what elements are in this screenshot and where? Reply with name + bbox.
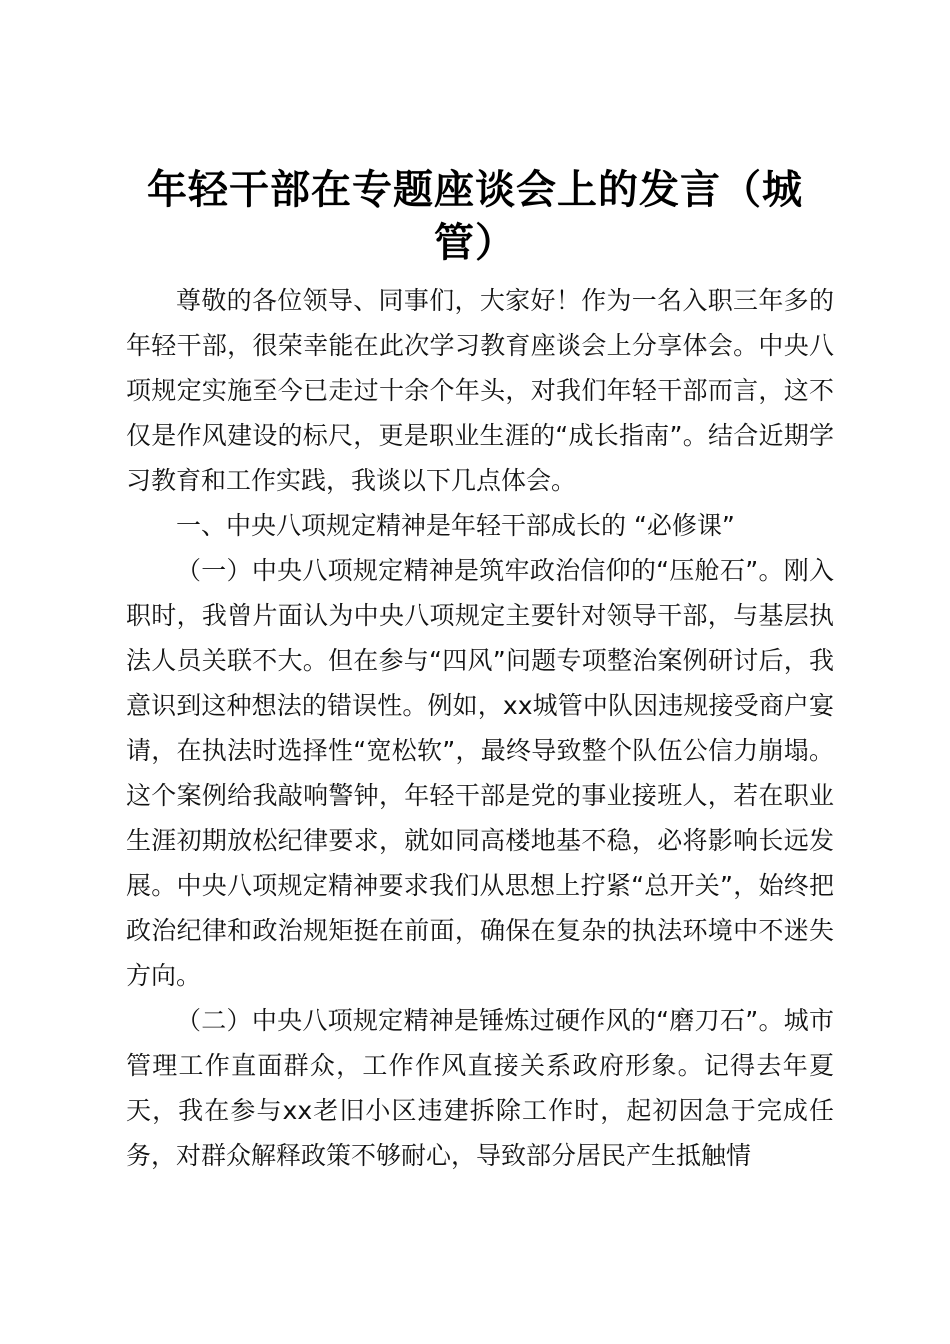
document-title: 年轻干部在专题座谈会上的发言（城管） bbox=[147, 166, 803, 266]
section-heading-1: 一、中央八项规定精神是年轻干部成长的 “必修课” bbox=[176, 511, 735, 540]
subsection-paragraph-1: （一）中央八项规定精神是筑牢政治信仰的“压舱石”。刚入职时，我曾片面认为中央八项规定主要针对领导干部，与基层执法人员关联不大。但在参与“四风”问题专项整治案例研讨后，我意识到这种想法的错误性。例如，xx城管中队因违规接受商户宴请，在执法时选择性“宽松软”，最终导致整个队伍公信力崩塌。这个案例给我敲响警钟，年轻干部是党的事业接班人，若在职业生涯初期放松纪律要求，就如同高楼地基不稳，必将影响长远发展。中央八项规定精神要求我们从思想上拧紧“总开关”，始终把政治纪律和政治规矩挺在前面，确保在复杂的执法环境中不迷失方向。 bbox=[126, 556, 834, 990]
subsection-paragraph-2: （二）中央八项规定精神是锤炼过硬作风的“磨刀石”。城市管理工作直面群众，工作作风直接关系政府形象。记得去年夏天，我在参与xx老旧小区违建拆除工作时，起初因急于完成任务，对群众解释政策不够耐心，导致部分居民产生抵触情 bbox=[126, 1006, 834, 1170]
opening-paragraph: 尊敬的各位领导、同事们，大家好！作为一名入职三年多的年轻干部，很荣幸能在此次学习教育座谈会上分享体会。中央八项规定实施至今已走过十余个年头，对我们年轻干部而言，这不仅是作风建设的标尺，更是职业生涯的“成长指南”。结合近期学习教育和工作实践，我谈以下几点体会。 bbox=[126, 286, 834, 495]
document-body bbox=[126, 278, 834, 1178]
